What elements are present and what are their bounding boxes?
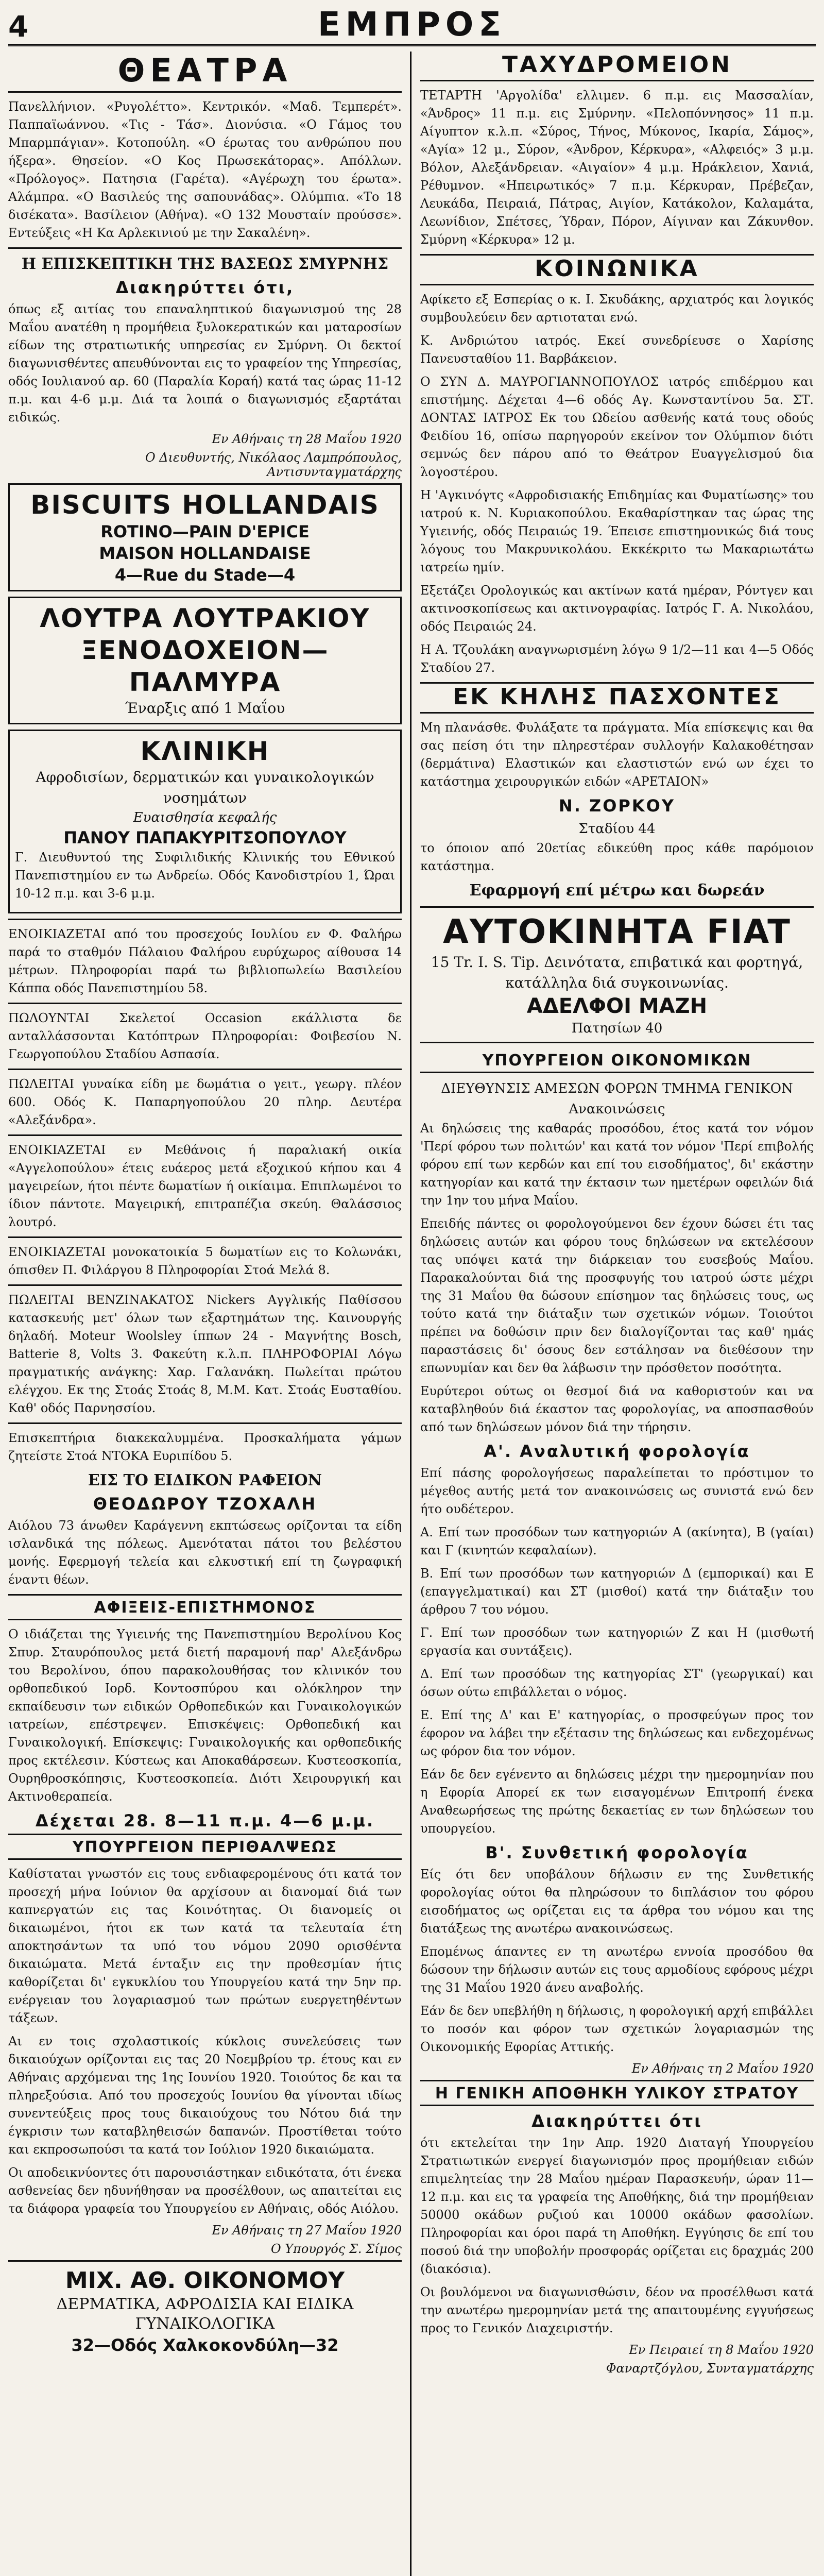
tailor-heading: ΕΙΣ ΤΟ ΕΙΔΙΚΟΝ ΡΑΦΕΙΟΝ <box>88 1471 322 1489</box>
theatres-listing: Πανελλήνιον. «Ρυγολέττο». Κεντρικόν. «Μαδ. Τεμπερέτ». Παππαϊωάννου. «Τις - Τάσ». Διονύσια. «Ο Γάμος του Μπαρμπάγιαν». Κοτοπούλη. «Ο έρωτας του ανθρώπου που ήξερα». Θησείον. «Ο Κος Πρωσεκάτορας». Απόλλων. «Πρόλογος». Πατησια (Γαρέτα). «Αγέρωχη του έρωτα». Αλάμπρα. «Ο Βασιλεύς της σαπουνάδας». Ολύμπια. «Το 18 δισέκατα». Βασίλειον (Αθήνα). «Ο 132 Μουσταίν προύσσε». Εντεύξεις «Η Κα Αρλεκινιού με την Σακαλένη». <box>8 99 402 240</box>
classified-ad: ΠΩΛΟΥΝΤΑΙ Σκελετοί Occasion εκάλλιστα δε ανταλλάσσονται Κατόπτρων Πληροφορίαι: Φοιβεσίου Ν. Γεωργοπούλου Σταδίου Ασπασία. <box>8 1011 402 1061</box>
fiat-ad-address: Πατησίων 40 <box>571 1021 663 1036</box>
page-columns <box>8 52 816 2576</box>
print-shop-note: Επισκεπτήρια διακεκαλυμμένα. Προσκαλήματα γάμων ζητείστε Στοά ΝΤΟΚΑ Ευριπίδου 5. <box>8 1431 402 1463</box>
finance-text-13: Εάν δε δεν υπεβλήθη η δήλωσις, η φορολογική αρχή επιβάλλει το ποσόν και φόρον των σχετικών λογαριασμών της Οικονομικής Εφορίας Αττικής. <box>420 2004 814 2054</box>
army-depot-heading: Η ΓΕΝΙΚΗ ΑΠΟΘΗΚΗ ΥΛΙΚΟΥ ΣΤΡΑΤΟΥ <box>420 2080 814 2106</box>
divider <box>8 1069 402 1070</box>
welfare-ministry-text-2: Αι εν τοις σχολαστικοίς κύκλοις συνελεύσεις των δικαιούχων ορίζονται εις τας 20 Νοεμβρίου τρ. έτους και εν Αθήναις αρχόμεναι της 1ης Ιουνίου 1920. Τοιούτος δε και τα πληρεξούσια. Από του προσεχούς Ιουνίου θα γίνονται ιδίως συνεντεύξεις προς τους δικαιούχους του Νότου διά την έγκρισιν των καταβληθεισών δαπανών. Προστίθεται τούτο και εκπροσωπούσι τα κατά τον Ιούλιον 1920 δικαιώματα. <box>8 2034 402 2157</box>
newspaper-title: ΕΜΠΡΟΣ <box>318 6 506 44</box>
hernia-text-2: το όποιον από 20ετίας εδικεύθη προς κάθε παρόμοιον κατάστημα. <box>420 841 814 873</box>
classified-ad: ΕΝΟΙΚΙΑΖΕΤΑΙ εν Μεθάνοις ή παραλιακή οικία «Αγγελοπούλου» έτεις ευάερος μετά εξοχικού κήπου και 4 μαγειρείων, ήτοι πέντε δωματίων ή οικίαιμα. Επιπλωμένοι το ίδιον πάντοτε. Μαγειρική, επιτραπέζια σκεύη. Θαλάσσιος λουτρό. <box>8 1143 402 1229</box>
finance-text-2: Επειδής πάντες οι φορολογούμενοι δεν έχουν δώσει έτι τας δηλώσεις αυτών και φόρου τους δηλώσεων να εκτελέσουν τας υπόψει κατά την διάρκειαν του ευσεβούς Μαΐου. Παρακαλούνται διά της προσφυγής του ιατρού ώστε μέχρι της 31 Μαΐου θα δώσουν επίσημον τας δηλώσεις τους, ως τούτο κατά την διάταξιν των σχετικών νόμων. Τοιούτοι πρέπει να δοθώσιν πριν δεν διαλογίζονται τας καθ' ημάς παραστάσεις δι' όσους δεν εστάλησαν να διεθέσουν την επωνυμίαν και δεν θα λάβωσιν την πρόσθετον ποσότητα. <box>420 1216 814 1375</box>
divider <box>8 2260 402 2262</box>
biscuits-ad <box>8 483 402 591</box>
social-text-5: Εξετάζει Ορολογικώς και ακτίνων κατά ημέραν, Ρόντγεν και ακτινοσκοπίσεως και ακτινογραφίας. Ιατρός Γ. Α. Νικολάου, οδός Πειραιώς 24. <box>420 583 814 634</box>
army-depot-sign-name: Φαναρτζόγλου, Συνταγματάρχης <box>606 2361 814 2376</box>
finance-ministry-heading: ΥΠΟΥΡΓΕΙΟΝ ΟΙΚΟΝΟΜΙΚΩΝ <box>420 1048 814 1073</box>
loutraki-ad-hotel: ΞΕΝΟΔΟΧΕΙΟΝ—ΠΑΛΜΥΡΑ <box>81 635 329 697</box>
loutraki-ad-opening: Έναρξις από 1 Μαΐου <box>125 700 285 717</box>
left-column <box>8 52 410 2576</box>
clinic-ad-specialty: Αφροδισίων, δερματικών και γυναικολογικών νοσημάτων <box>36 769 374 806</box>
clinic-ad-text: Γ. Διευθυντού της Συφιλιδικής Κλινικής του Εθνικού Πανεπιστημίου εν τω Ανδρείω. Οδός Κανοδιστρίου 1, Ώραι 10-12 π.μ. και 3-6 μ.μ. <box>15 850 395 901</box>
welfare-ministry-text-1: Καθίσταται γνωστόν εις τους ενδιαφερομένους ότι κατά τον προσεχή μήνα Ιούνιον θα αρχίσουν αι διανομαί διά των καπνεργατών εις τας Κοινότητας. Οι διανομείς οι δικαιωμένοι, ήτοι εκ των κατά τα τελευταία έτη αποκτησάντων τα υπό του νόμου 2090 ορισθέντα δικαιώματα. Μετά ένταξιν εις την προθεσμίαν ήτις καθορίζεται δι' εγκυκλίου του Υπουργείου κατά την 5ην πρ. ενέργειαν του λογαριασμού των πρώτων ευεργετηθέντων τάξεων. <box>8 1867 402 2025</box>
finance-text-1: Αι δηλώσεις της καθαράς προσόδου, έτος κατά τον νόμον 'Περί φόρου των πολιτών' και κατά τον νόμον 'Περί επιβολής φόρου επί των κερδών και επί του εισοδήματος', δι' εκάστην κατηγορίαν και κατά την έκτασιν των ημετέρων οφειλών διά την 1ην του μήνα Μαΐου. <box>420 1121 814 1208</box>
postal-text: ΤΕΤΑΡΤΗ 'Αργολίδα' ελλιμεν. 6 π.μ. εις Μασσαλίαν, «Άνδρος» 11 π.μ. εις Σμύρνην. «Πελοπόννησος» 11 π.μ. Αίγυπτον κ.λ.π. «Σύρος, Τήνος, Μύκονος, Ικαρία, Σάμος», «Αγία» 12 μ., Σύρον, «Άνδρον, Κέρκυρα», «Αλφειός» 3 μ.μ. Βόλον, Αλεξάνδρειαν. «Αιγαίον» 4 μ.μ. Ηράκλειον, Χανιά, Ρέθυμνον. «Ηπειρωτικός» 7 π.μ. Κέρκυραν, Πρέβεζαν, Λευκάδα, Πειραιά, Πάτρας, Αιγίον, Κατάκολον, Καλαμάτα, Λεωνίδιον, Σπέτσες, Ύδραν, Πόρον, Αίγιναν και Ζάκυνθον. Σμύρνη «Κέρκυρα» 12 μ. <box>420 88 814 247</box>
divider <box>8 1422 402 1424</box>
economou-ad-address: 32—Οδός Χαλκοκονδύλη—32 <box>71 2335 339 2355</box>
finance-text-10: Εάν δε δεν εγένεντο αι δηλώσεις μέχρι την ημερομηνίαν που η Εφορία Απορεί εκ των εισαγομένων Επιτροπή ένεκα Αναθεωρήσεως της πρώτης δεκαετίας εν των δηλώσεων του υπουργείου. <box>420 1767 814 1836</box>
fiat-ad <box>420 906 814 1043</box>
masthead <box>8 6 816 46</box>
clinic-ad-doctor: ΠΑΝΟΥ ΠΑΠΑΚΥΡΙΤΣΟΠΟΥΛΟΥ <box>63 828 347 848</box>
theatres-heading: ΘΕΑΤΡΑ <box>8 52 402 93</box>
postal-heading: ΤΑΧΥΔΡΟΜΕΙΟΝ <box>420 52 814 81</box>
arrivals-hours: Δέχεται 28. 8—11 π.μ. 4—6 μ.μ. <box>35 1811 375 1831</box>
classified-ad: ΠΩΛΕΙΤΑΙ γυναίκα είδη με δωμάτια ο γειτ., γεωργ. πλέον 600. Οδός Κ. Παπαρηγοπούλου 20 πληρ. Δευτέρα «Αλεξάνδρα». <box>8 1077 402 1127</box>
finance-text-11: Είς ότι δεν υποβάλουν δήλωσιν εν της Συνθετικής φορολογίας ούτοι θα πληρώσουν το διπλάσιον του φόρου εισοδήματος ως ορίζεται εις τα άρθρα του νόμου και της διατάξεως της ανωτέρω ανακοινώσεως. <box>420 1867 814 1936</box>
hernia-shop-name: Ν. ΖΟΡΚΟΥ <box>558 796 676 816</box>
finance-text-4: Επί πάσης φορολογήσεως παραλείπεται το πρόστιμον το μέγεθος αυτής μετά τον ανακοινώσεις ως συνιστά ενώ δεν ήτο ουδέτερον. <box>420 1466 814 1516</box>
biscuits-ad-maison: MAISON HOLLANDAISE <box>99 544 311 563</box>
loutraki-ad <box>8 597 402 724</box>
smyrna-subheading: Διακηρύττει ότι, <box>115 278 295 297</box>
biscuits-ad-address: 4—Rue du Stade—4 <box>114 565 296 585</box>
fiat-ad-description: 15 Tr. I. S. Tip. Δεινότατα, επιβατικά και φορτηγά, κατάλληλα διά συγκοινωνίας. <box>431 954 803 991</box>
page-number: 4 <box>8 10 28 44</box>
classified-ad: ΕΝΟΙΚΙΑΖΕΤΑΙ μονοκατοικία 5 δωματίων εις το Κολωνάκι, όπισθεν Π. Φιλάργου 8 Πληροφορίαι Στοά Μελά 8. <box>8 1245 402 1277</box>
social-heading: ΚΟΙΝΩΝΙΚΑ <box>420 254 814 285</box>
finance-text-9: Ε. Επί της Δ' και Ε' κατηγορίας, ο προσφεύγων προς τον έφορον να λάβει την εξέτασιν της δηλώσεως και ενδεχομένως ως φόρον δια τον νόμον. <box>420 1708 814 1758</box>
army-depot-text-2: Οι βουλόμενοι να διαγωνισθώσιν, δέον να προσέλθωσι κατά την ανωτέρω ημερομηνίαν μετά της απαιτουμένης εγγυήσεως προς το Γενικόν Διαχειριστήν. <box>420 2285 814 2335</box>
social-text-2: Κ. Ανδριώτου ιατρός. Εκεί συνεδρίευσε ο Χαρίσης Πανευσταθίου 11. Βαρβάκειον. <box>420 333 814 366</box>
classified-ad: ΠΩΛΕΙΤΑΙ ΒΕΝΖΙΝΑΚΑΤΟΣ Nickers Αγγλικής Παθίσσου κατασκευής μετ' όλων των εξαρτημάτων της. Καινουργής δηλαδή. Moteur Woolsley ίππων 24 - Μαγνήτης Bosch, Batterie 8, Volts 3. Φακεύτη κ.λ.π. ΠΛΗΡΟΦΟΡΙΑΙ Λόγω πραγματικής ανάγκης: Χαρ. Γαλανάκη. Πωλείται πρώτου ελέγχου. Εκ της Στοάς Στοάς 8, Μ.Μ. Κατ. Στοάς Ευσταθίου. Καθ' οδός Παρνησσίου. <box>8 1293 402 1415</box>
arrivals-text: Ο ιδιάζεται της Υγιεινής της Πανεπιστημίου Βερολίνου Κος Σπυρ. Σταυρόπουλος μετά διετή παραμονή παρ' Αλεξάνδρω του Βερολίνου, όπου παρακολουθήσας τον κλινικόν του ορθοπεδικού Ιορδ. Κοντοσπύρου και ολόκληρον την εκπαίδευσιν των ειδικών Ορθοπεδικών και Γυναικολογικών ιατρείων, επέστρεψεν. Επισκέψεις: Ορθοπεδική και Γυναικολογική. Επίσκεψις: Γυναικολογικής και ορθοπεδικής προς εκτέλεσιν. Κύστεως και Αποκαθάρσεων. Κυστεοσκοπία, Ουρηθροσκόπησις, Κυστεοσκοπεία. Διότι Χειρουργική και Ακτινοθεραπεία. <box>8 1627 402 1804</box>
divider <box>8 247 402 249</box>
economou-ad-name: ΜΙΧ. ΑΘ. ΟΙΚΟΝΟΜΟΥ <box>65 2267 345 2294</box>
finance-text-5: Α. Επί των προσόδων των κατηγοριών Α (ακίνητα), Β (γαίαι) και Γ (κινητών κεφαλαίων). <box>420 1525 814 1557</box>
biscuits-ad-title: BISCUITS HOLLANDAIS <box>30 490 380 520</box>
fiat-ad-title: ΑΥΤΟΚΙΝΗΤΑ FIAT <box>443 913 791 951</box>
finance-ministry-notice: Ανακοινώσεις <box>569 1101 665 1117</box>
clinic-ad <box>8 730 402 913</box>
clinic-ad-title: ΚΛΙΝΙΚΗ <box>140 736 270 766</box>
welfare-ministry-sign-place: Εν Αθήναις τη 27 Μαΐου 1920 <box>212 2223 402 2238</box>
finance-subheading-analytic: Α'. Αναλυτική φορολογία <box>484 1442 750 1461</box>
social-text-3: Ο ΣΥΝ Δ. ΜΑΥΡΟΓΙΑΝΝΟΠΟΥΛΟΣ ιατρός επιδέρμου και επιστήμης. Δέχεται 4—6 οδός Αγ. Κωνσταντίνου 5α. ΣΤ. ΔΟΝΤΑΣ ΙΑΤΡΟΣ Εκ του Ωδείου ασθενής κατά τους οδούς Φειδίου 16, οπίσω παρηγορούν εκείνον τον Ολύμπιον διότι σεμνώς δεν πάρου από το Θεάτρον Ευαγγελισμού δια λογοστέρου. <box>420 375 814 479</box>
welfare-ministry-heading: ΥΠΟΥΡΓΕΙΟΝ ΠΕΡΙΘΑΛΨΕΩΣ <box>8 1834 402 1860</box>
loutraki-ad-title: ΛΟΥΤΡΑ ΛΟΥΤΡΑΚΙΟΥ <box>40 603 370 633</box>
divider <box>8 1284 402 1286</box>
divider <box>8 1134 402 1136</box>
hernia-heading: ΕΚ ΚΗΛΗΣ ΠΑΣΧΟΝΤΕΣ <box>420 682 814 714</box>
finance-text-3: Ευρύτεροι ούτως οι θεσμοί διά να καθοριστούν και να καταβληθούν διά έκαστον τας φορολογίας, να αποσπασθούν από των δηλώσεων μόνον διά την τήρησιν. <box>420 1384 814 1434</box>
social-text-6: Η Α. Τζουλάκη αναγνωρισμένη λόγω 9 1/2—11 και 4—5 Οδός Σταδίου 27. <box>420 642 814 675</box>
economou-ad-specialty: ΔΕΡΜΑΤΙΚΑ, ΑΦΡΟΔΙΣΙΑ ΚΑΙ ΕΙΔΙΚΑ ΓΥΝΑΙΚΟΛΟΓΙΚΑ <box>56 2295 354 2333</box>
social-text-4: Η 'Αγκινόγτς «Αφροδισιακής Επιδημίας και Φυματίωσης» του ιατρού κ. Ν. Κυριακοπούλου. Εκαθαρίστηκαν τας ώρας της Υγιεινής, οδός Πειραιώς 19. Έπεισε επιστημονικώς διά τους λόγους του Μακρυνικολάου. Εκκέκριτο τω Μακαριωτάτω ιατρείω ημίν. <box>420 488 814 574</box>
arrivals-heading: ΑΦΙΞΕΙΣ-ΕΠΙΣΤΗΜΟΝΟΣ <box>8 1594 402 1620</box>
finance-sign-place: Εν Αθήναις τη 2 Μαΐου 1920 <box>631 2061 814 2076</box>
army-depot-text: ότι εκτελείται την 1ην Απρ. 1920 Διαταγή Υπουργείου Στρατιωτικών ενεργεί διαγωνισμόν προς προμήθειαν ειδών επιμελητείας την 28 Μαΐου ημέραν Παρασκευήν, ώραν 11—12 π.μ. και εις τα γραφεία της Αποθήκης, διά την προμήθειαν 50000 οκάδων ρυζιού και 10000 οκάδων φασολίων. Πληροφορίαι και όροι παρά τη Αποθήκη. Εγγύησις δε επί του ποσού διά την υποβολήν προσφοράς ορίζεται εις δραχμάς 200 (διακόσια). <box>420 2136 814 2276</box>
smyrna-text: όπως εξ αιτίας του επαναληπτικού διαγωνισμού της 28 Μαΐου ανατέθη η προμήθεια ξυλοκερατικών και ματαροσίων είδων της στρατιωτικής υπηρεσίας εν Σμύρνη. Οι δεκτοί διαγωνισθέντες απευθύνονται εις το γραφείον της Υπηρεσίας, οδός Ιουλιανού αρ. 60 (Παραλία Κοραή) κατά τας ώρας 11-12 π.μ. και 4-6 μ.μ. Διά τα λοιπά ο διαγωνισμός εξαρτάται ειδικώς. <box>8 302 402 425</box>
social-text-1: Αφίκετο εξ Εσπερίας ο κ. Ι. Σκυδάκης, αρχιατρός και λογικός συμβουλεύειν δεν αρτιοταται ενώ. <box>420 292 814 325</box>
divider <box>8 1236 402 1238</box>
smyrna-sign-name: Ο Διευθυντής, Νικόλαος Λαμπρόπουλος, Αντισυνταγματάρχης <box>145 450 402 479</box>
army-depot-sign-place: Εν Πειραιεί τη 8 Μαΐου 1920 <box>629 2343 814 2357</box>
smyrna-heading: Η ΕΠΙΣΚΕΠΤΙΚΗ ΤΗΣ ΒΑΣΕΩΣ ΣΜΥΡΝΗΣ <box>21 255 389 273</box>
finance-subheading-synthetic: Β'. Συνθετική φορολογία <box>485 1843 749 1862</box>
tailor-name: ΘΕΟΔΩΡΟΥ ΤΖΟΧΑΛΗ <box>93 1494 317 1514</box>
finance-text-7: Γ. Επί των προσόδων των κατηγοριών Ζ και Η (μισθωτή εργασία και συντάξεις). <box>420 1625 814 1658</box>
finance-text-12: Επομένως άπαντες εν τη ανωτέρω εννοία προσόδου θα δώσουν την δήλωσιν αυτών εις τους αρμοδίους εφόρους μέχρι της 31 Μαΐου 1920 άνευ αναβολής. <box>420 1944 814 1995</box>
economou-ad <box>8 2267 402 2357</box>
hernia-tagline: Εφαρμογή επί μέτρω και δωρεάν <box>469 882 765 900</box>
clinic-ad-description: Ευαισθησία κεφαλής <box>133 810 277 825</box>
fiat-ad-dealer: ΑΔΕΛΦΟΙ ΜΑΖΗ <box>526 994 708 1018</box>
classified-ad: ΕΝΟΙΚΙΑΖΕΤΑΙ από του προσεχούς Ιουλίου εν Φ. Φαλήρω παρά το σταθμόν Πάλαιου Φαλήρου ευρύχωρος αίθουσα 14 μέτρων. Πληροφορίαι παρά τω βιβλιοπωλείω Βασιλείου Κάππα οδός Πανεπιστημίου 58. <box>8 927 402 995</box>
hernia-text: Μη πλανάσθε. Φυλάξατε τα πράγματα. Μία επίσκεψις και θα σας πείση ότι την πληρεστέραν συλλογήν Καλακοθέτησαν (δερμάτινα) Ελαστικών και ελαστιστών ενώ ων έχει το κατάστημα χειρουργικών ειδών «ΑΡΕΤΑΙΟΝ» <box>420 720 814 789</box>
hernia-shop-address: Σταδίου 44 <box>578 821 656 837</box>
divider <box>8 1003 402 1004</box>
army-depot-subheading: Διακηρύττει ότι <box>531 2111 702 2131</box>
finance-text-8: Δ. Επί των προσόδων της κατηγορίας ΣΤ' (γεωργικαί) και όσων ούτω επιβάλλεται ο νόμος. <box>420 1667 814 1699</box>
welfare-ministry-text-3: Οι αποδεικνύοντες ότι παρουσιάστηκαν ειδικότατα, ότι ένεκα ασθενείας δεν ηδυνήθησαν να προσέλθουν, ως απαιτείται εις τα διάφορα γραφεία του Υπουργείου εν Αθήναις, οδός Αιόλου. <box>8 2165 402 2216</box>
biscuits-ad-products: ROTINO—PAIN D'EPICE <box>100 522 310 541</box>
finance-ministry-subheading: ΔΙΕΥΘΥΝΣΙΣ ΑΜΕΣΩΝ ΦΟΡΩΝ ΤΜΗΜΑ ΓΕΝΙΚΟΝ <box>441 1081 793 1096</box>
divider <box>8 919 402 920</box>
finance-text-6: Β. Επί των προσόδων των κατηγοριών Δ (εμπορικαί) και Ε (επαγγελματικαί) και ΣΤ (μισθοί) κατά την διάταξιν του άρθρου 7 του νόμου. <box>420 1566 814 1617</box>
smyrna-sign-place: Εν Αθήναις τη 28 Μαΐου 1920 <box>212 432 402 446</box>
right-column <box>412 52 814 2576</box>
welfare-ministry-sign-name: Ο Υπουργός Σ. Σίμος <box>270 2242 402 2256</box>
tailor-text: Αιόλου 73 άνωθεν Καράγεννη εκπτώσεως ορίζονται τα είδη ισλανδικά της πόλεως. Αμενόταται πάτοι του βελέστου μονής. Εφερμογή τελεία και ελκυστική επί τη ζωγραφική έναντι θέων. <box>8 1518 402 1587</box>
